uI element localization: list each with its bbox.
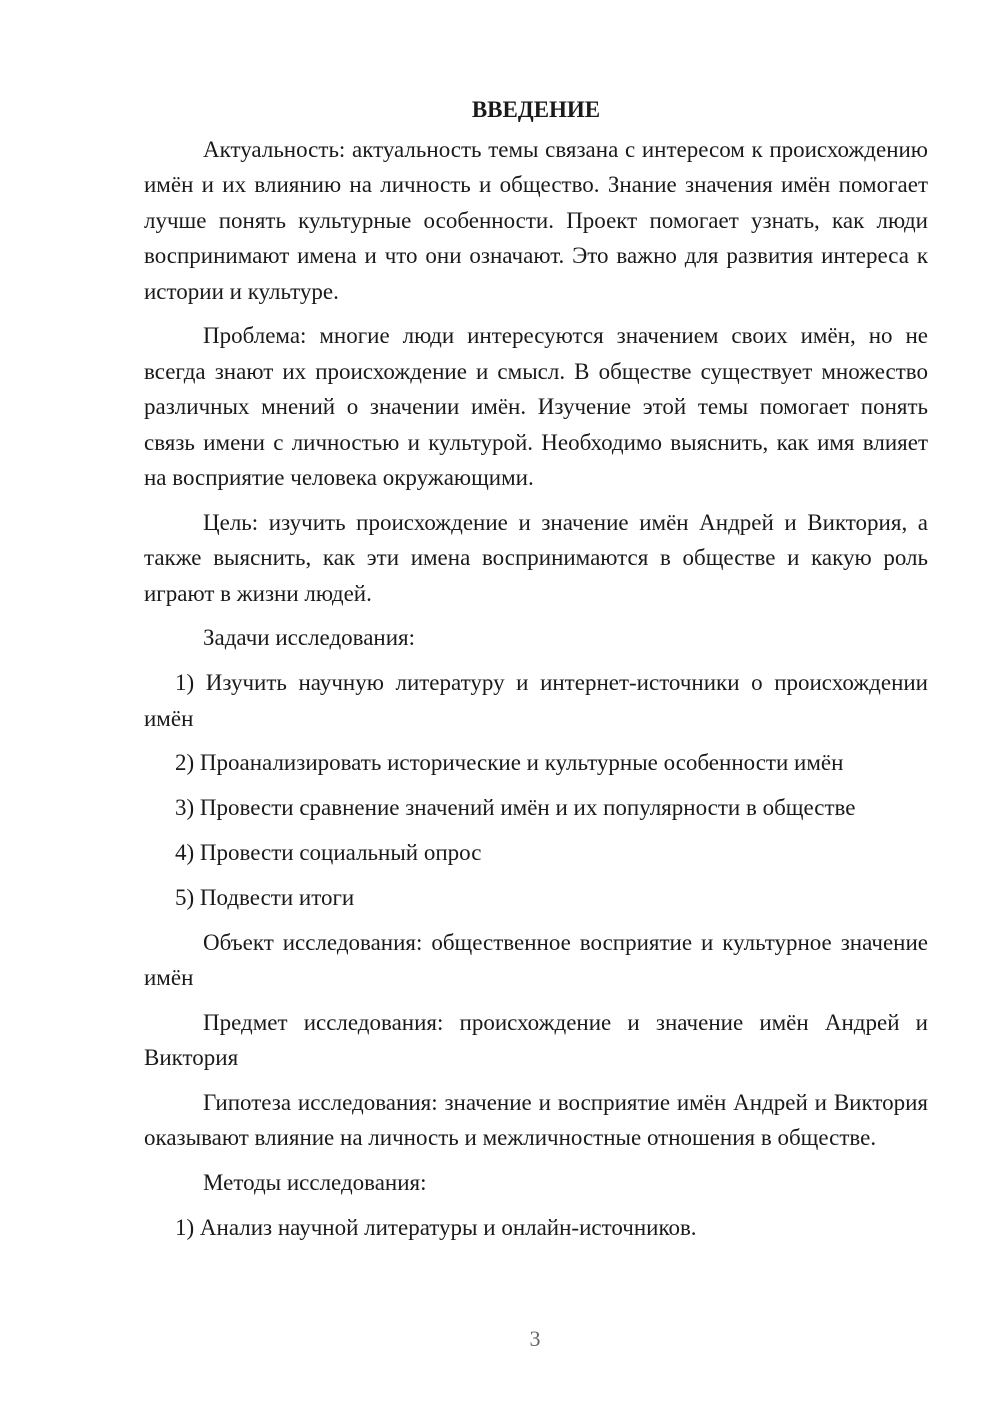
tasks-title: Задачи исследования: (203, 625, 416, 651)
task-item-4: 4) Провести социальный опрос (175, 840, 482, 866)
paragraph-problem: Проблема: многие люди интересуются значением своих имён, но не всегда знают их происхождение и смысл. В обществе существует множество различных мнений о значении имён. Изучение этой темы помогает понять связь имени с личностью и культурой. Необходимо выяснить, как имя влияет на восприятие человека окружающими. (144, 323, 928, 491)
task-item-5: 5) Подвести итоги (175, 884, 355, 910)
document-page (144, 92, 928, 1255)
task-item-2: 2) Проанализировать исторические и культурные особенности имён (175, 750, 844, 776)
page-number: 3 (529, 1326, 541, 1351)
task-item-1: 1) Изучить научную литературу и интернет-источники о происхождении имён (144, 670, 928, 731)
method-item-1: 1) Анализ научной литературы и онлайн-источников. (175, 1215, 697, 1241)
paragraph-goal: Цель: изучить происхождение и значение имён Андрей и Виктория, а также выяснить, как эти имена воспринимаются в обществе и какую роль играют в жизни людей. (144, 509, 928, 606)
section-heading: ВВЕДЕНИЕ (471, 97, 601, 122)
paragraph-relevance: Актуальность: актуальность темы связана с интересом к происхождению имён и их влиянию на личность и общество. Знание значения имён помогает лучше понять культурные особенности. Проект помогает узнать, как люди воспринимают имена и что они означают. Это важно для развития интереса к истории и культуре. (144, 137, 928, 304)
task-item-3: 3) Провести сравнение значений имён и их популярности в обществе (175, 795, 856, 821)
paragraph-object: Объект исследования: общественное восприятие и культурное значение имён (144, 929, 928, 991)
methods-title: Методы исследования: (203, 1170, 427, 1196)
paragraph-subject: Предмет исследования: происхождение и значение имён Андрей и Виктория (144, 1009, 928, 1071)
paragraph-hypothesis: Гипотеза исследования: значение и восприятие имён Андрей и Виктория оказывают влияние на личность и межличностные отношения в обществе. (144, 1090, 928, 1151)
